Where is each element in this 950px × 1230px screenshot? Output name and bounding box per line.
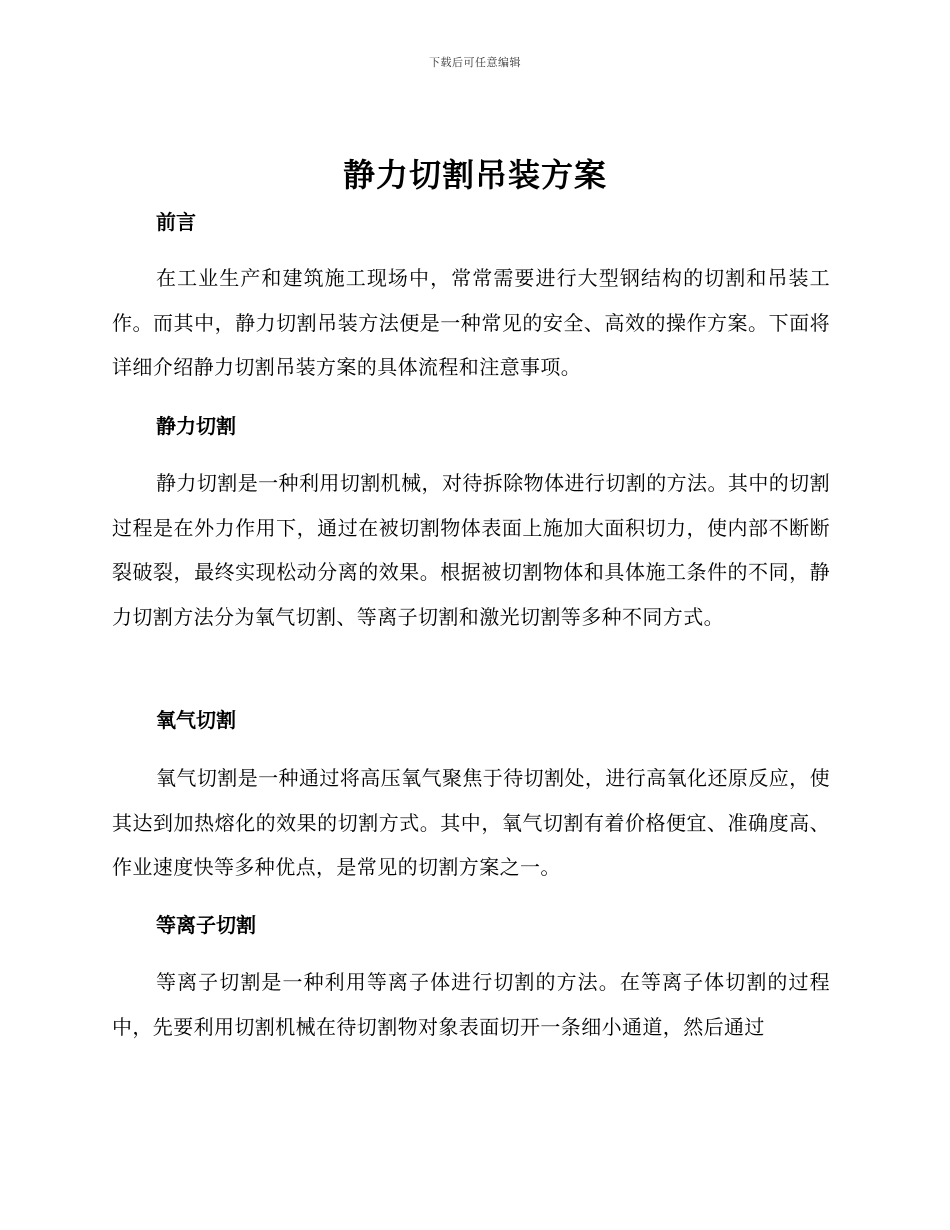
section-paragraph-oxygen-cutting: 氧气切割是一种通过将高压氧气聚焦于待切割处，进行高氧化还原反应，使其达到加热熔化的效果的切割方式。其中，氧气切割有着价格便宜、准确度高、作业速度快等多种优点，是常见的切割方案之一。 bbox=[112, 766, 830, 879]
section-paragraph-preface: 在工业生产和建筑施工现场中，常常需要进行大型钢结构的切割和吊装工作。而其中，静力切割吊装方法便是一种常见的安全、高效的操作方案。下面将详细介绍静力切割吊装方案的具体流程和注意事项。 bbox=[112, 266, 830, 379]
section-heading-plasma-cutting: 等离子切割 bbox=[156, 913, 256, 937]
section-heading-preface: 前言 bbox=[156, 210, 196, 234]
section-paragraph-static-cutting: 静力切割是一种利用切割机械，对待拆除物体进行切割的方法。其中的切割过程是在外力作用下，通过在被切割物体表面上施加大面积切力，使内部不断断裂破裂，最终实现松动分离的效果。根据被切割物体和具体施工条件的不同，静力切割方法分为氧气切割、等离子切割和激光切割等多种不同方式。 bbox=[112, 471, 830, 629]
header-note: 下载后可任意编辑 bbox=[429, 56, 521, 69]
section-paragraph-plasma-cutting: 等离子切割是一种利用等离子体进行切割的方法。在等离子体切割的过程中，先要利用切割机械在待切割物对象表面切开一条细小通道，然后通过 bbox=[112, 970, 830, 1039]
section-heading-oxygen-cutting: 氧气切割 bbox=[156, 708, 236, 732]
section-heading-static-cutting: 静力切割 bbox=[156, 414, 236, 438]
document-title: 静力切割吊装方案 bbox=[342, 156, 607, 194]
